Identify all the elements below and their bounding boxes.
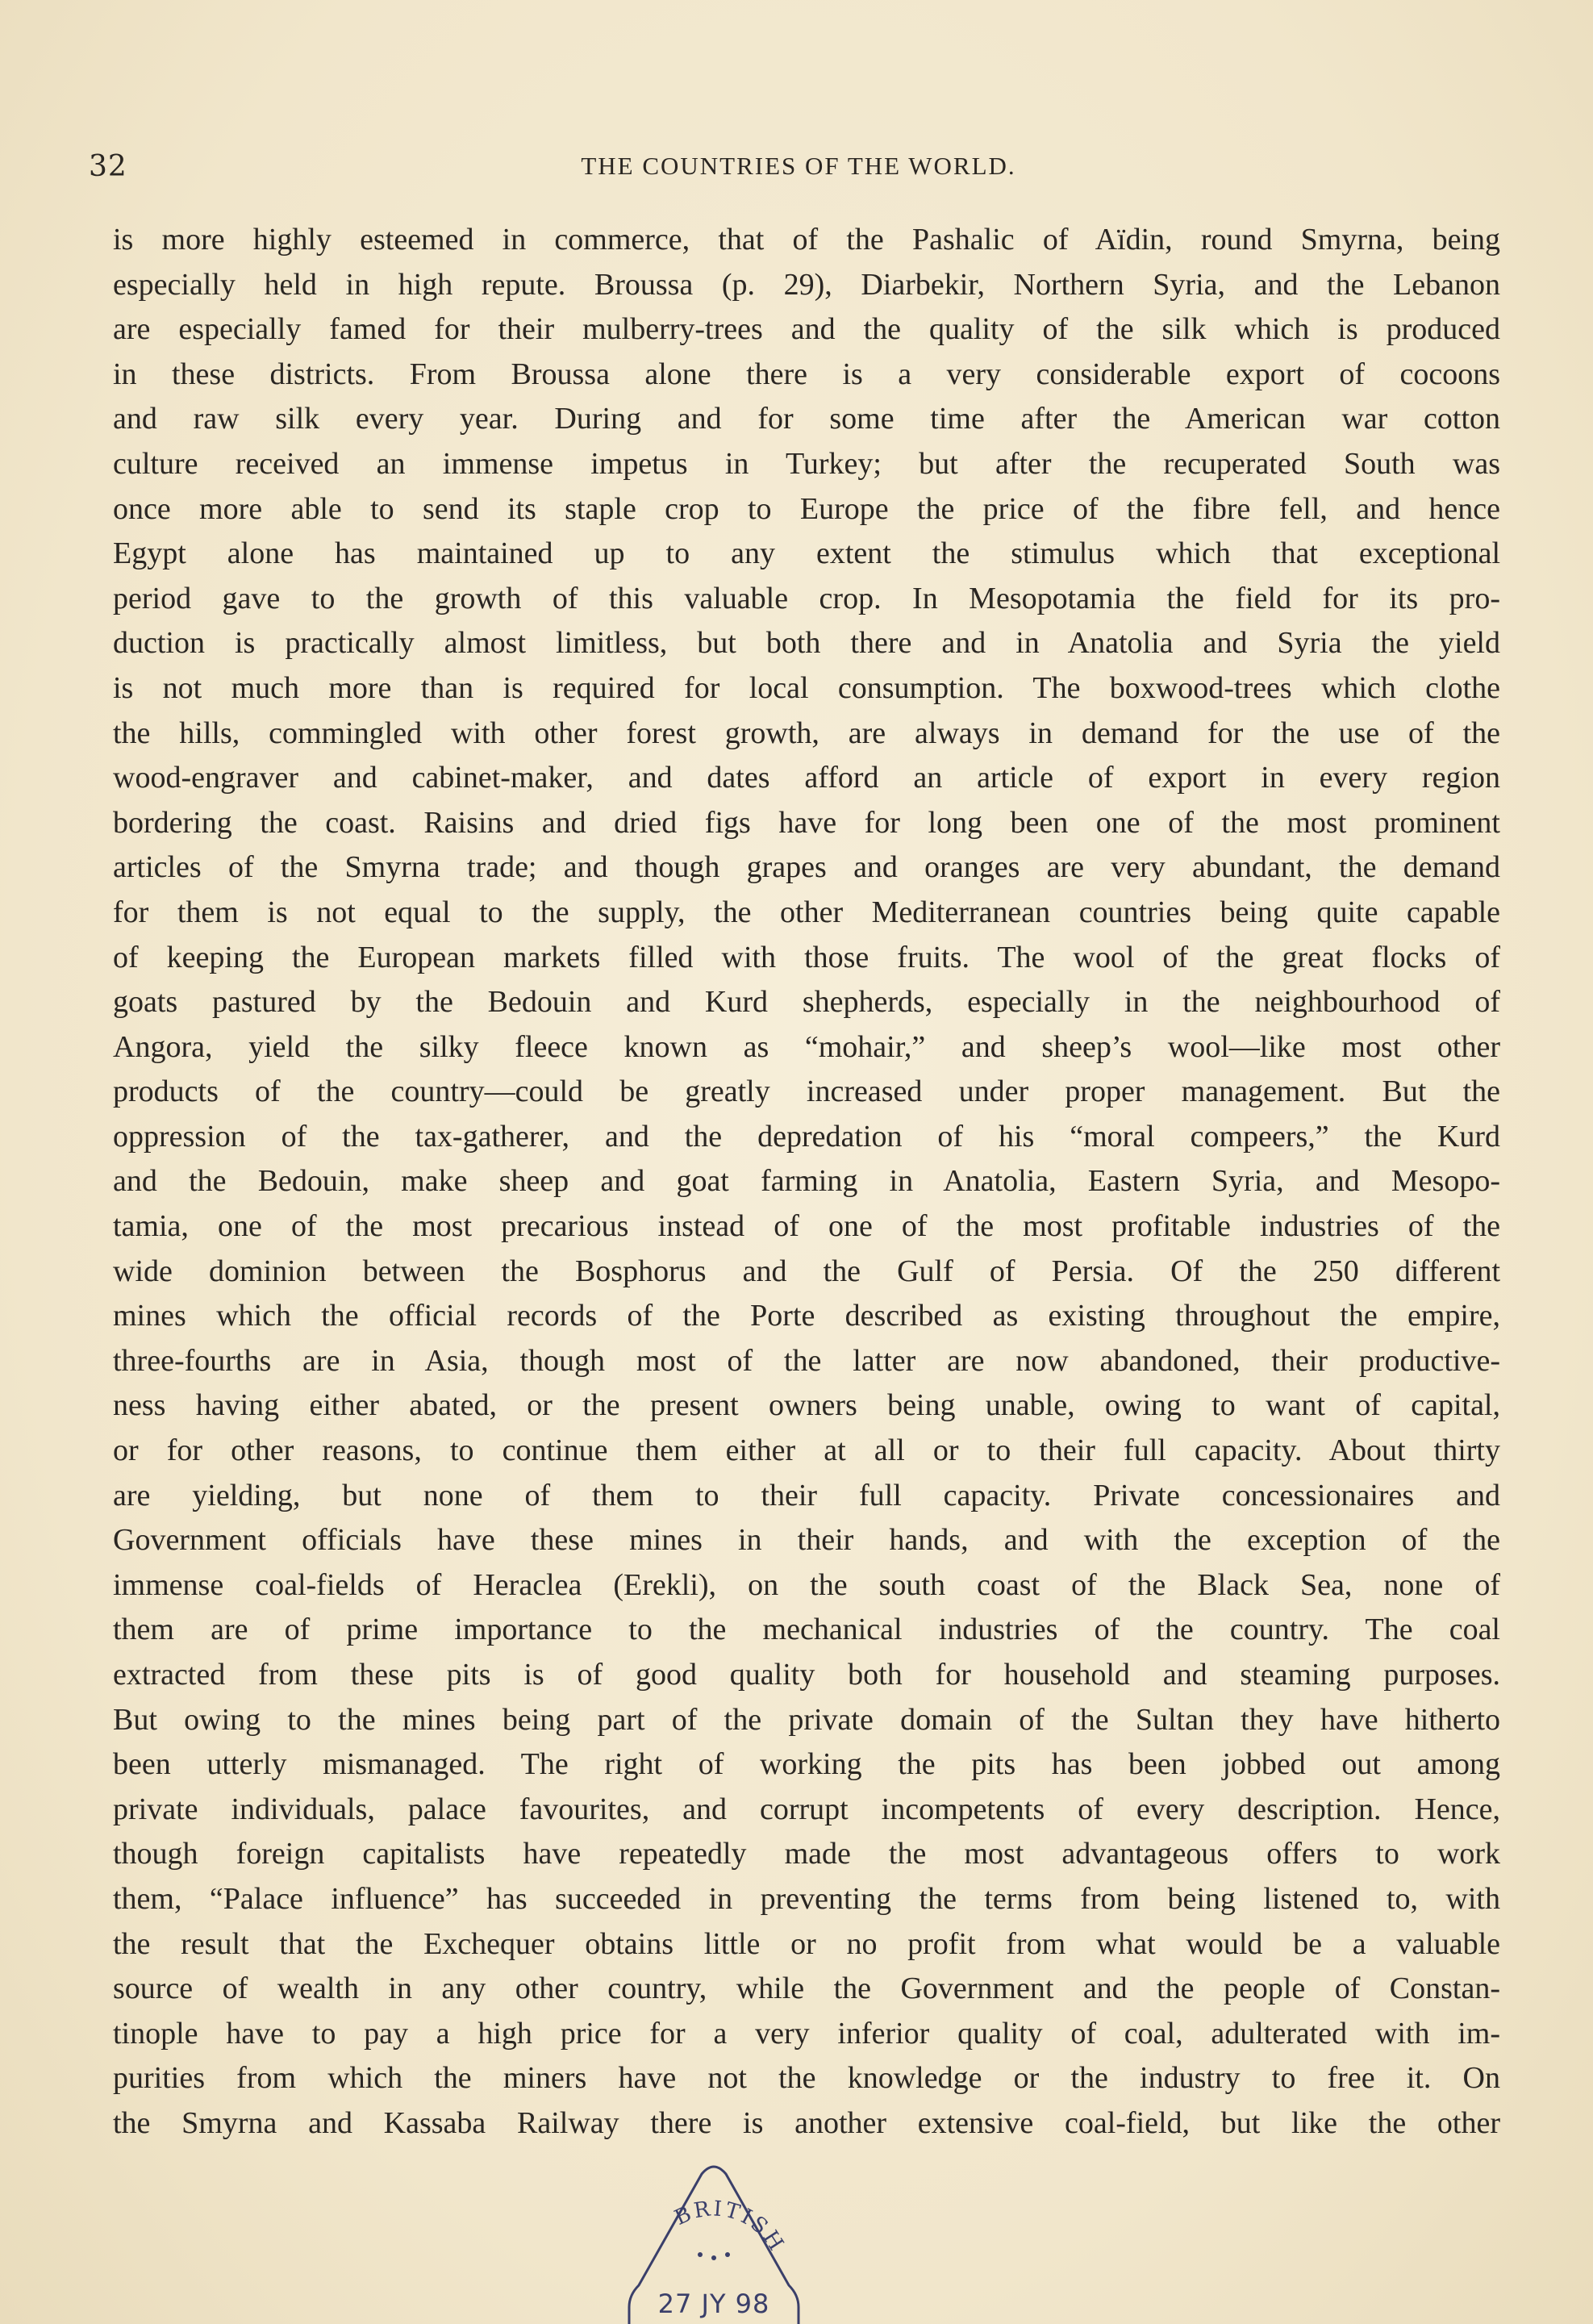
page-header <box>89 150 1508 190</box>
text-line: Angora, yield the silky fleece known as “mohair,” and sheep’s wool—like most other <box>113 1029 1500 1064</box>
text-line: bordering the coast. Raisins and dried figs have for long been one of the most prominent <box>113 805 1500 840</box>
text-line: once more able to send its staple crop to Europe the price of the fibre fell, and hence <box>113 491 1500 526</box>
text-line: ness having either abated, or the present owners being unable, owing to want of capital, <box>113 1388 1500 1423</box>
text-line: them are of prime importance to the mechanical industries of the country. The coal <box>113 1613 1500 1647</box>
stamp-arc-text: BRITISH <box>670 2197 790 2257</box>
library-stamp <box>621 2142 807 2324</box>
text-line: tamia, one of the most precarious instead of one of the most profitable industries of the <box>113 1209 1500 1244</box>
text-line: and the Bedouin, make sheep and goat farming in Anatolia, Eastern Syria, and Mesopo- <box>113 1164 1500 1199</box>
text-line: are especially famed for their mulberry-trees and the quality of the silk which is produced <box>113 312 1500 347</box>
text-line: of keeping the European markets filled with those fruits. The wool of the great flocks of <box>113 940 1500 974</box>
text-line: articles of the Smyrna trade; and though grapes and oranges are very abundant, the demand <box>113 850 1500 885</box>
text-line: wood-engraver and cabinet-maker, and dates afford an article of export in every region <box>113 761 1500 795</box>
text-line: goats pastured by the Bedouin and Kurd shepherds, especially in the neighbourhood of <box>113 985 1500 1020</box>
text-line: mines which the official records of the Porte described as existing throughout the empire, <box>113 1299 1500 1333</box>
text-line: is more highly esteemed in commerce, that of the Pashalic of Aïdin, round Smyrna, being <box>113 223 1500 257</box>
text-line: source of wealth in any other country, while the Government and the people of Constan- <box>113 1971 1500 2006</box>
text-line: been utterly mismanaged. The right of working the pits has been jobbed out among <box>113 1747 1500 1782</box>
text-line: the Smyrna and Kassaba Railway there is another extensive coal-field, but like the other <box>113 2105 1500 2140</box>
text-line: the hills, commingled with other forest growth, are always in demand for the use of the <box>113 716 1500 750</box>
text-line: period gave to the growth of this valuable crop. In Mesopotamia the field for its pro- <box>113 581 1500 615</box>
text-line: culture received an immense impetus in Turkey; but after the recuperated South was <box>113 446 1500 481</box>
text-line: extracted from these pits is of good quality both for household and steaming purposes. <box>113 1658 1500 1692</box>
body-text <box>113 218 1500 2147</box>
text-line: are yielding, but none of them to their full capacity. Private concessionaires and <box>113 1478 1500 1512</box>
svg-text:BRITISH <box>671 2197 790 2257</box>
page-number: 32 <box>89 150 127 183</box>
text-line: purities from which the miners have not the knowledge or the industry to free it. On <box>113 2061 1500 2096</box>
text-line: is not much more than is required for local consumption. The boxwood-trees which clothe <box>113 670 1500 705</box>
text-line: them, “Palace influence” has succeeded in preventing the terms from being listened to, with <box>113 1881 1500 1916</box>
text-line: immense coal-fields of Heraclea (Erekli), on the south coast of the Black Sea, none of <box>113 1567 1500 1602</box>
text-line: and raw silk every year. During and for some time after the American war cotton <box>113 402 1500 436</box>
text-line: especially held in high repute. Broussa (p. 29), Diarbekir, Northern Syria, and the Lebanon <box>113 267 1500 302</box>
text-line: in these districts. From Broussa alone there is a very considerable export of cocoons <box>113 357 1500 391</box>
text-line: duction is practically almost limitless, but both there and in Anatolia and Syria the yield <box>113 626 1500 661</box>
text-line: the result that the Exchequer obtains little or no profit from what would be a valuable <box>113 1926 1500 1961</box>
text-line: though foreign capitalists have repeatedly made the most advantageous offers to work <box>113 1837 1500 1871</box>
text-line: private individuals, palace favourites, and corrupt incompetents of every description. Hence, <box>113 1792 1500 1826</box>
stamp-date: 27 JY 98 <box>657 2289 770 2319</box>
running-head: THE COUNTRIES OF THE WORLD. <box>581 152 1016 180</box>
text-line: But owing to the mines being part of the private domain of the Sultan they have hitherto <box>113 1702 1500 1737</box>
text-line: Government officials have these mines in their hands, and with the exception of the <box>113 1523 1500 1558</box>
text-line: wide dominion between the Bosphorus and the Gulf of Persia. Of the 250 different <box>113 1254 1500 1288</box>
text-line: Egypt alone has maintained up to any extent the stimulus which that exceptional <box>113 536 1500 571</box>
text-line: or for other reasons, to continue them either at all or to their full capacity. About thirty <box>113 1433 1500 1468</box>
text-line: three-fourths are in Asia, though most of the latter are now abandoned, their productive- <box>113 1343 1500 1378</box>
text-line: oppression of the tax-gatherer, and the depredation of his “moral compeers,” the Kurd <box>113 1119 1500 1154</box>
text-line: products of the country—could be greatly increased under proper management. But the <box>113 1074 1500 1109</box>
text-line: tinople have to pay a high price for a very inferior quality of coal, adulterated with im- <box>113 2016 1500 2051</box>
text-line: for them is not equal to the supply, the other Mediterranean countries being quite capable <box>113 895 1500 929</box>
